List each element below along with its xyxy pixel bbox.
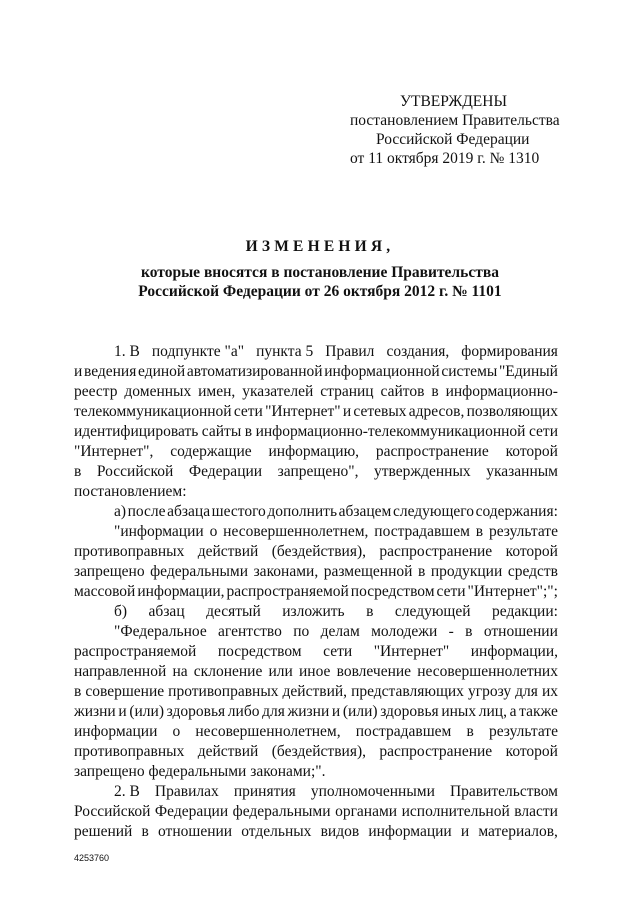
body-word: идентифицировать bbox=[74, 423, 199, 440]
body-word: редакции: bbox=[492, 603, 558, 620]
body-line bbox=[74, 342, 558, 362]
body-word: подпункте "а" bbox=[151, 343, 245, 360]
body-word: противоправных bbox=[74, 743, 185, 760]
body-line bbox=[74, 602, 558, 622]
body-word: по bbox=[293, 623, 310, 640]
body-word: на bbox=[172, 663, 188, 680]
body-word: здоровья bbox=[166, 703, 226, 720]
body-line bbox=[74, 742, 558, 762]
body-word: массовой bbox=[74, 583, 136, 600]
body-word: материалов, bbox=[478, 823, 558, 840]
body-word: угрозу bbox=[467, 683, 512, 700]
body-word: указанным bbox=[486, 463, 558, 480]
body-word: "Федеральное bbox=[114, 623, 207, 640]
body-word: иных bbox=[441, 703, 477, 720]
body-word: доменных bbox=[124, 383, 192, 400]
body-word: в bbox=[466, 723, 474, 740]
body-word: десятый bbox=[206, 603, 261, 620]
body-word: и bbox=[118, 703, 127, 720]
body-line bbox=[74, 582, 558, 602]
body-word: информации, bbox=[470, 643, 558, 660]
body-line-text: запрещено федеральными законами;". bbox=[74, 763, 326, 780]
body-word: которой bbox=[505, 743, 558, 760]
body-word: в bbox=[74, 463, 82, 480]
body-word: 2. В bbox=[114, 783, 140, 800]
body-line bbox=[74, 382, 558, 402]
body-word: следующего bbox=[392, 503, 474, 520]
body-word: распространение bbox=[379, 743, 493, 760]
body-word: представляющих bbox=[351, 683, 464, 700]
body-word: позволяющих bbox=[466, 403, 558, 420]
document-body bbox=[74, 342, 558, 842]
body-word: информационной bbox=[324, 363, 440, 380]
body-word: - bbox=[448, 623, 454, 640]
body-word: страниц bbox=[320, 383, 374, 400]
body-word: посредством bbox=[217, 643, 302, 660]
body-line bbox=[74, 622, 558, 642]
body-word: о bbox=[172, 723, 181, 740]
body-word: исполнительной bbox=[401, 803, 510, 820]
body-word: указателей bbox=[242, 383, 314, 400]
body-word: жизни bbox=[287, 703, 330, 720]
body-word: системы bbox=[441, 363, 498, 380]
body-word: действий, bbox=[282, 683, 348, 700]
body-word: которой bbox=[505, 543, 558, 560]
body-word: (бездействия), bbox=[271, 743, 366, 760]
body-word: Федерации bbox=[188, 463, 263, 480]
body-word: в bbox=[431, 383, 439, 400]
body-word: автоматизированной bbox=[186, 363, 323, 380]
body-word: иное bbox=[299, 663, 331, 680]
body-word: "Интернет", bbox=[74, 443, 154, 460]
body-word: агентство bbox=[218, 623, 282, 640]
approval-line-3: от 11 октября 2019 г. № 1310 bbox=[350, 150, 540, 167]
body-line bbox=[74, 422, 558, 442]
body-word: сети bbox=[233, 403, 263, 420]
body-word: "Интернет" bbox=[373, 643, 450, 660]
body-word: информации, bbox=[137, 583, 225, 600]
body-word: сети bbox=[528, 423, 558, 440]
body-word: "Интернет" bbox=[265, 403, 341, 420]
body-word: средств bbox=[507, 563, 558, 580]
body-word: 1. В bbox=[114, 343, 140, 360]
body-line bbox=[74, 802, 558, 822]
body-word: "информации bbox=[114, 523, 204, 540]
body-word: утвержденных bbox=[374, 463, 471, 480]
body-word: несовершеннолетнем, bbox=[195, 723, 341, 740]
body-line bbox=[74, 722, 558, 742]
body-line bbox=[74, 522, 558, 542]
subtitle-line-2: Российской Федерации от 26 октября 2012 г. № 1101 bbox=[138, 283, 502, 300]
body-word: "Интернет";"; bbox=[467, 583, 558, 600]
body-word: сети bbox=[436, 583, 466, 600]
body-word: телекоммуникационной bbox=[74, 403, 232, 420]
body-word: жизни bbox=[74, 703, 116, 720]
body-word: в bbox=[141, 823, 149, 840]
body-word: информации bbox=[368, 823, 452, 840]
body-line bbox=[74, 562, 558, 582]
body-word: (бездействия), bbox=[271, 543, 366, 560]
body-word: и bbox=[331, 703, 341, 720]
body-word: также bbox=[519, 703, 558, 720]
body-word: сайты bbox=[201, 423, 242, 440]
body-word: склонение bbox=[193, 663, 263, 680]
body-word: абзац bbox=[148, 603, 185, 620]
document-code: 4253760 bbox=[74, 853, 110, 863]
body-word: и bbox=[74, 363, 83, 380]
body-line bbox=[74, 702, 558, 722]
body-word: в bbox=[465, 623, 473, 640]
body-word: ведения bbox=[83, 363, 137, 380]
body-word: принятия bbox=[233, 783, 296, 800]
body-word: пострадавшем bbox=[355, 723, 452, 740]
body-word: Правительством bbox=[449, 783, 558, 800]
body-word: и bbox=[460, 823, 470, 840]
body-word: в bbox=[475, 523, 484, 540]
body-word: и bbox=[342, 403, 352, 420]
body-word: или bbox=[268, 663, 293, 680]
body-word: уполномоченными bbox=[310, 783, 435, 800]
body-word: пункта 5 bbox=[256, 343, 314, 360]
body-word: а) bbox=[114, 503, 127, 520]
body-word: Правилах bbox=[154, 783, 219, 800]
body-word: вовлечение bbox=[336, 663, 412, 680]
body-word: в bbox=[74, 683, 82, 700]
body-word: дополнить bbox=[267, 503, 338, 520]
body-word: а bbox=[509, 703, 517, 720]
body-line bbox=[74, 362, 558, 382]
body-word: направленной bbox=[74, 663, 167, 680]
body-word: для bbox=[262, 703, 285, 720]
document-title: ИЗМЕНЕНИЯ, bbox=[245, 238, 395, 255]
body-word: о bbox=[209, 523, 218, 540]
body-word: несовершеннолетнем, bbox=[223, 523, 369, 540]
body-word: отношении bbox=[483, 623, 558, 640]
body-word: решений bbox=[74, 823, 133, 840]
body-word: информации bbox=[74, 723, 158, 740]
body-word: сайтов bbox=[380, 383, 425, 400]
subtitle-line-1: которые вносятся в постановление Правительства bbox=[141, 264, 499, 281]
body-word: отдельных bbox=[241, 823, 312, 840]
body-word: сети bbox=[323, 643, 353, 660]
body-word: информационно- bbox=[445, 383, 558, 400]
body-word: либо bbox=[227, 703, 260, 720]
body-word: отношении bbox=[158, 823, 233, 840]
approval-title: УТВЕРЖДЕНЫ bbox=[400, 93, 507, 110]
body-word: власти bbox=[514, 803, 558, 820]
body-word: Правил bbox=[325, 343, 375, 360]
body-word: имен, bbox=[198, 383, 236, 400]
body-word: следующей bbox=[394, 603, 471, 620]
body-word: видов bbox=[320, 823, 360, 840]
body-word: содержащие bbox=[170, 443, 252, 460]
body-line bbox=[74, 762, 558, 782]
body-line bbox=[74, 442, 558, 462]
body-line bbox=[74, 782, 558, 802]
body-word: которой bbox=[505, 443, 558, 460]
body-word: здоровья bbox=[380, 703, 439, 720]
body-word: пострадавшем bbox=[374, 523, 470, 540]
body-word: результате bbox=[488, 723, 558, 740]
document-subtitle bbox=[0, 263, 640, 301]
body-word: лиц, bbox=[478, 703, 507, 720]
body-line bbox=[74, 542, 558, 562]
body-word: информационно-телекоммуникационной bbox=[255, 423, 526, 440]
body-word: распространение bbox=[375, 443, 489, 460]
body-word: противоправных bbox=[74, 543, 185, 560]
body-word: для bbox=[515, 683, 538, 700]
body-word: действий bbox=[197, 543, 259, 560]
body-word: абзацем bbox=[338, 503, 392, 520]
body-word: продукции bbox=[430, 563, 503, 580]
body-word: Российской bbox=[96, 463, 174, 480]
body-word: размещенной bbox=[323, 563, 413, 580]
body-line bbox=[74, 402, 558, 422]
body-word: их bbox=[541, 683, 558, 700]
body-word: противоправных bbox=[168, 683, 279, 700]
body-word: изложить bbox=[282, 603, 345, 620]
body-word: в bbox=[417, 563, 426, 580]
body-word: запрещено bbox=[74, 563, 145, 580]
body-word: абзаца bbox=[167, 503, 211, 520]
body-word: молодежи bbox=[371, 623, 438, 640]
body-word: совершение bbox=[85, 683, 165, 700]
body-word: распространение bbox=[379, 543, 493, 560]
body-line bbox=[74, 502, 558, 522]
body-line bbox=[74, 642, 558, 662]
body-word: (или) bbox=[129, 703, 164, 720]
body-word: несовершеннолетних bbox=[417, 663, 558, 680]
body-line-text: постановлением: bbox=[74, 483, 187, 500]
approval-line-1: постановлением Правительства bbox=[350, 112, 560, 129]
body-word: действий bbox=[197, 743, 259, 760]
body-word: посредством bbox=[350, 583, 435, 600]
body-word: б) bbox=[114, 603, 128, 620]
body-word: единой bbox=[138, 363, 186, 380]
body-line bbox=[74, 462, 558, 482]
body-line bbox=[74, 662, 558, 682]
body-word: шестого bbox=[211, 503, 266, 520]
body-line bbox=[74, 482, 558, 502]
body-word: формирования bbox=[461, 343, 558, 360]
body-word: реестр bbox=[74, 383, 118, 400]
body-word: (или) bbox=[342, 703, 378, 720]
body-line bbox=[74, 822, 558, 842]
body-word: содержания: bbox=[475, 503, 558, 520]
body-line bbox=[74, 682, 558, 702]
body-word: законами, bbox=[253, 563, 319, 580]
body-word: "Единый bbox=[498, 363, 558, 380]
body-word: запрещено", bbox=[277, 463, 359, 480]
body-word: распространяемой bbox=[226, 583, 349, 600]
body-word: сетевых bbox=[353, 403, 407, 420]
body-word: адресов, bbox=[408, 403, 465, 420]
body-word: в bbox=[366, 603, 374, 620]
body-word: после bbox=[127, 503, 166, 520]
body-word: распространяемой bbox=[74, 643, 197, 660]
approval-line-2: Российской Федерации bbox=[376, 131, 530, 148]
body-word: Федерации bbox=[154, 803, 229, 820]
body-word: федеральными bbox=[150, 563, 249, 580]
body-word: федеральными bbox=[232, 803, 331, 820]
approval-block bbox=[300, 92, 600, 168]
body-word: делам bbox=[320, 623, 360, 640]
body-word: создания, bbox=[386, 343, 450, 360]
body-word: информацию, bbox=[268, 443, 360, 460]
body-word: результате bbox=[488, 523, 558, 540]
body-word: в bbox=[244, 423, 253, 440]
body-word: Российской bbox=[74, 803, 151, 820]
body-word: органами bbox=[335, 803, 398, 820]
